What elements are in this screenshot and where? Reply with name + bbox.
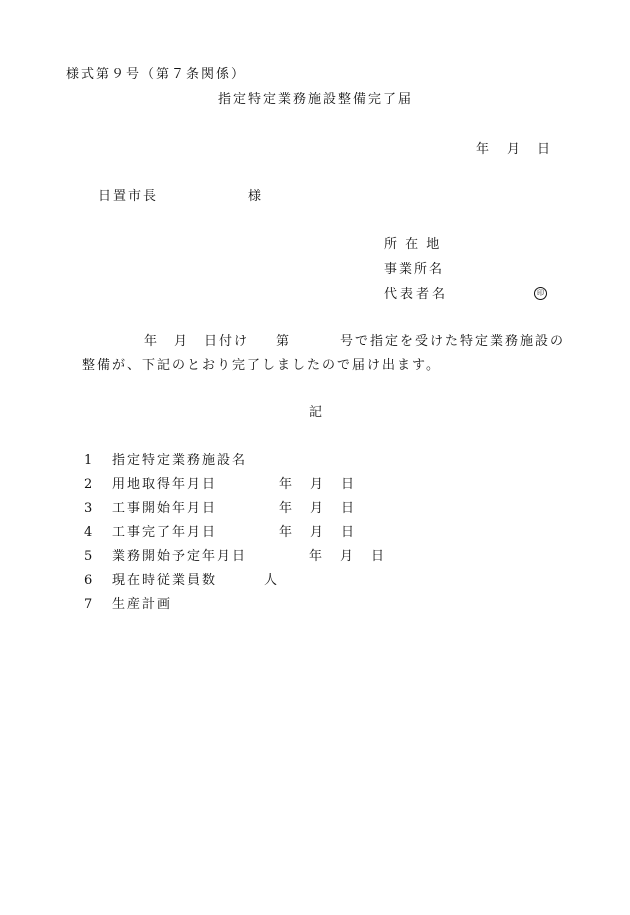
item-number: 5 xyxy=(84,549,93,564)
item-number: 4 xyxy=(84,525,93,540)
seal-mark: 印 xyxy=(534,287,547,300)
item-year-label: 年 xyxy=(279,477,293,492)
item-year-label: 年 xyxy=(279,501,293,516)
item-label: 現在時従業員数 xyxy=(112,573,218,588)
form-number: 様式第９号（第７条関係） xyxy=(66,67,247,82)
item-label: 工事完了年月日 xyxy=(112,525,218,540)
addressee-honorific: 様 xyxy=(248,189,262,204)
item-month-label: 月 xyxy=(310,525,324,540)
date-month-label: 月 xyxy=(507,142,521,157)
date-day-label: 日 xyxy=(537,142,551,157)
date-year-label: 年 xyxy=(476,142,490,157)
item-number: 3 xyxy=(84,501,93,516)
addressee-name: 日置市長 xyxy=(98,189,159,204)
item-label: 工事開始年月日 xyxy=(112,501,218,516)
item-day-label: 日 xyxy=(371,549,385,564)
item-number: 6 xyxy=(84,573,93,588)
body-day-suffix: 日付け xyxy=(204,334,250,349)
item-label: 用地取得年月日 xyxy=(112,477,218,492)
body-line2: 整備が、下記のとおり完了しましたので届け出ます。 xyxy=(82,358,441,373)
item-month-label: 月 xyxy=(310,501,324,516)
item-label: 業務開始予定年月日 xyxy=(112,549,248,564)
body-number-prefix: 第 xyxy=(276,334,290,349)
office-name-label: 事業所名 xyxy=(384,262,445,277)
item-day-label: 日 xyxy=(341,525,355,540)
document-title: 指定特定業務施設整備完了届 xyxy=(218,92,414,107)
ki-heading: 記 xyxy=(309,405,323,420)
item-label: 生産計画 xyxy=(112,597,173,612)
item-number: 2 xyxy=(84,477,93,492)
item-month-label: 月 xyxy=(310,477,324,492)
body-year-label: 年 xyxy=(144,334,158,349)
item-year-label: 年 xyxy=(279,525,293,540)
item-month-label: 月 xyxy=(340,549,354,564)
item-unit-label: 人 xyxy=(264,573,278,588)
representative-label: 代表者名 xyxy=(384,287,449,302)
item-number: 7 xyxy=(84,597,93,612)
item-number: 1 xyxy=(84,453,93,468)
item-label: 指定特定業務施設名 xyxy=(112,453,248,468)
body-month-label: 月 xyxy=(174,334,188,349)
body-line1-rest: 号で指定を受けた特定業務施設の xyxy=(340,334,566,349)
item-year-label: 年 xyxy=(309,549,323,564)
item-day-label: 日 xyxy=(341,501,355,516)
location-label: 所 在 地 xyxy=(384,237,442,252)
item-day-label: 日 xyxy=(341,477,355,492)
